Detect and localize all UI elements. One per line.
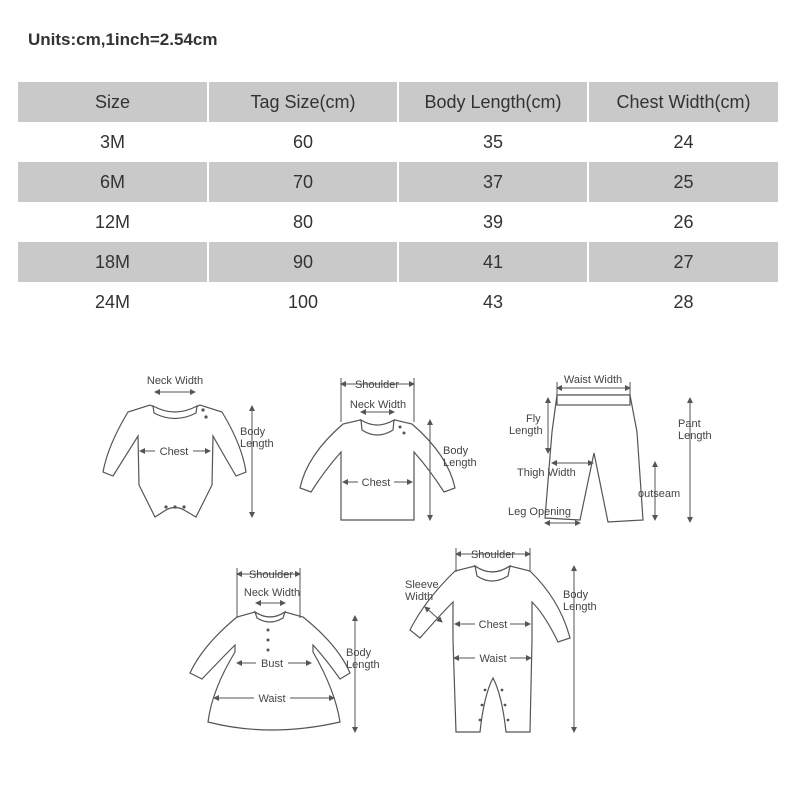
shirt-shoulder-label: Shoulder	[354, 379, 400, 391]
pants-fly-label: Fly	[526, 413, 541, 425]
cell-chest-width: 26	[588, 202, 778, 242]
pants-thigh-width-label: Thigh Width	[517, 467, 576, 479]
pants-waistband	[557, 395, 630, 405]
shirt-body-label: Body	[443, 445, 469, 457]
dress-diagram	[190, 568, 380, 732]
bodysuit-neck-width-label: Neck Width	[146, 375, 204, 387]
cell-body-length: 35	[398, 122, 588, 162]
cell-body-length: 41	[398, 242, 588, 282]
cell-tag-size: 70	[208, 162, 398, 202]
dress-bust-label: Bust	[260, 658, 284, 670]
header-chest-width: Chest Width(cm)	[588, 82, 778, 122]
cell-size: 18M	[18, 242, 208, 282]
shirt-collar	[361, 420, 394, 435]
romper-chest-label: Chest	[478, 619, 508, 631]
table-row	[18, 122, 778, 162]
cell-size: 24M	[18, 282, 208, 322]
units-note: Units:cm,1inch=2.54cm	[28, 30, 218, 49]
diagrams-svg	[0, 360, 800, 800]
shirt-diagram	[300, 378, 477, 520]
cell-chest-width: 25	[588, 162, 778, 202]
bodysuit-body-label: Body	[240, 426, 266, 438]
header-body-length: Body Length(cm)	[398, 82, 588, 122]
table-row	[18, 282, 778, 322]
pants-fly-length-label: Length	[509, 425, 543, 437]
table-header-row	[18, 82, 778, 122]
pants-outseam-label: outseam	[638, 488, 681, 500]
dress-body-label: Body	[346, 647, 372, 659]
table-row	[18, 202, 778, 242]
cell-chest-width: 24	[588, 122, 778, 162]
table-row	[18, 162, 778, 202]
bodysuit-chest-label: Chest	[159, 446, 189, 458]
cell-body-length: 37	[398, 162, 588, 202]
cell-size: 6M	[18, 162, 208, 202]
cell-tag-size: 60	[208, 122, 398, 162]
romper-diagram	[405, 548, 597, 732]
measurement-diagrams	[0, 360, 800, 800]
dress-outline	[190, 612, 350, 730]
pants-leg-opening-label: Leg Opening	[508, 506, 571, 518]
bodysuit-outline	[103, 405, 246, 517]
romper-shoulder-label: Shoulder	[470, 549, 516, 561]
shirt-chest-label: Chest	[361, 477, 391, 489]
bodysuit-diagram	[103, 375, 274, 517]
dress-neck-width-label: Neck Width	[243, 587, 301, 599]
dress-length-label: Length	[346, 659, 380, 671]
pants-outline	[545, 395, 643, 522]
cell-chest-width: 27	[588, 242, 778, 282]
cell-chest-width: 28	[588, 282, 778, 322]
romper-waist-label: Waist	[479, 653, 507, 665]
romper-sleeve-width-label: Width	[405, 591, 434, 603]
cell-body-length: 43	[398, 282, 588, 322]
pants-waist-width-label: Waist Width	[563, 374, 623, 386]
romper-sleeve-label: Sleeve	[405, 579, 439, 591]
header-size: Size	[18, 82, 208, 122]
shirt-length-label: Length	[443, 457, 477, 469]
bodysuit-length-label: Length	[240, 438, 274, 450]
pants-pant-label: Pant	[678, 418, 701, 430]
romper-body-label: Body	[563, 589, 589, 601]
pants-pant-length-label: Length	[678, 430, 712, 442]
cell-tag-size: 90	[208, 242, 398, 282]
table-row	[18, 242, 778, 282]
cell-size: 12M	[18, 202, 208, 242]
dress-shoulder-label: Shoulder	[248, 569, 294, 581]
pants-diagram	[508, 374, 712, 523]
size-chart-table	[18, 82, 778, 322]
shirt-neck-width-label: Neck Width	[349, 399, 407, 411]
header-tag-size: Tag Size(cm)	[208, 82, 398, 122]
cell-body-length: 39	[398, 202, 588, 242]
romper-length-label: Length	[563, 601, 597, 613]
cell-tag-size: 100	[208, 282, 398, 322]
cell-tag-size: 80	[208, 202, 398, 242]
dress-waist-label: Waist	[258, 693, 286, 705]
cell-size: 3M	[18, 122, 208, 162]
